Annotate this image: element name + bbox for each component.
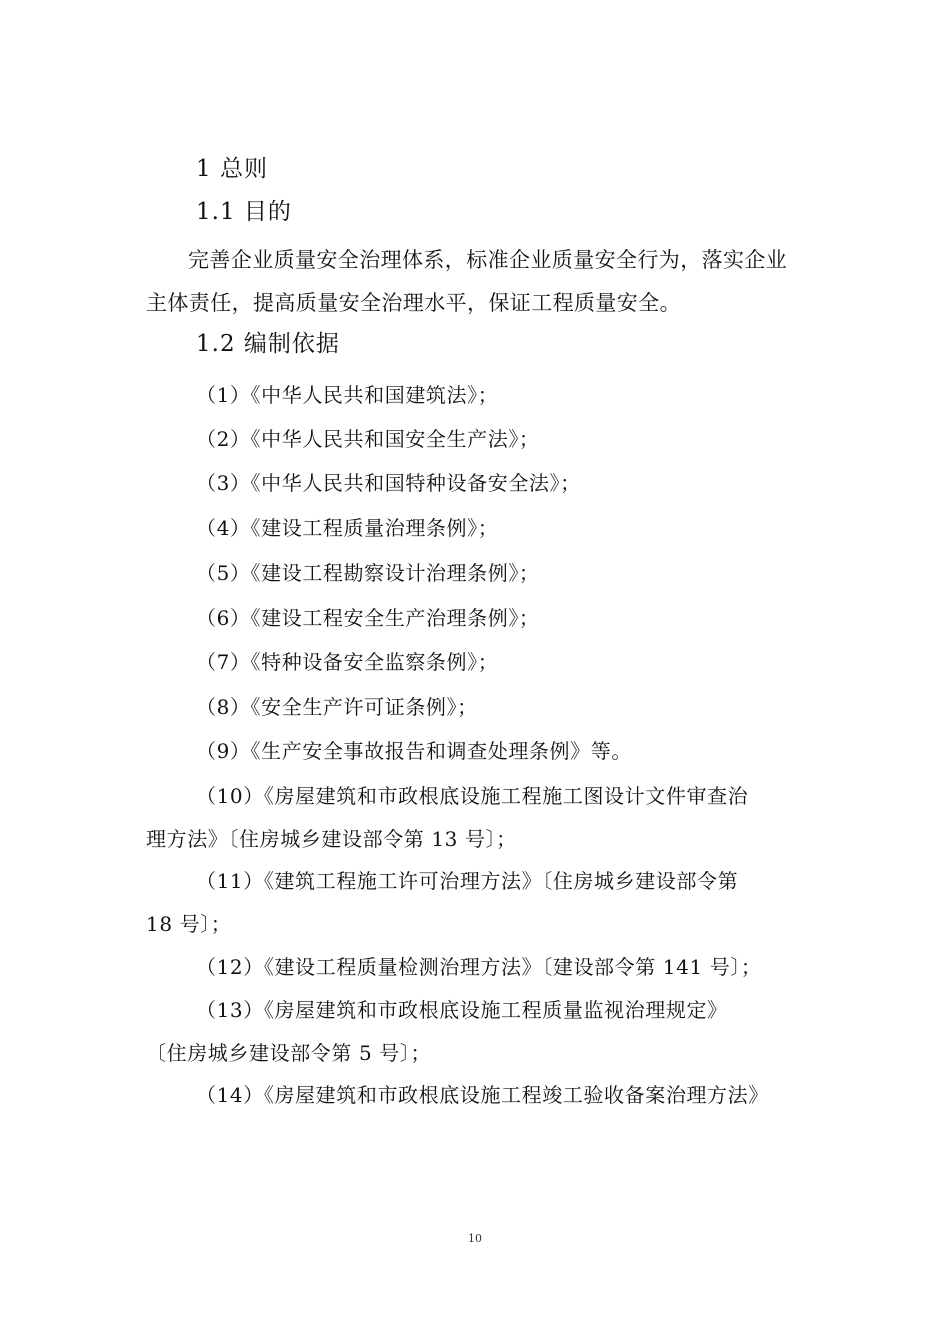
basis-item-3: （3）《中华人民共和国特种设备安全法》；: [196, 471, 581, 495]
basis-item-11-line-1: （11）《建筑工程施工许可治理方法》〔住房城乡建设部令第: [196, 869, 739, 893]
basis-item-4: （4）《建设工程质量治理条例》；: [196, 516, 499, 540]
section-heading-purpose: 1.1 目的: [196, 199, 292, 225]
basis-item-5: （5）《建设工程勘察设计治理条例》；: [196, 561, 540, 585]
basis-item-10-line-2: 理方法》〔住房城乡建设部令第 13 号〕；: [146, 827, 517, 851]
section-heading-basis: 1.2 编制依据: [196, 331, 340, 357]
basis-item-14: （14）《房屋建筑和市政根底设施工程竣工验收备案治理方法》: [196, 1083, 769, 1107]
paragraph-purpose-line-2: 主体责任，提高质量安全治理水平，保证工程质量安全。: [146, 291, 681, 315]
basis-item-2: （2）《中华人民共和国安全生产法》；: [196, 427, 540, 451]
section-heading-general: 1 总则: [196, 156, 268, 182]
basis-item-13-line-2: 〔住房城乡建设部令第 5 号〕；: [146, 1041, 432, 1065]
basis-item-13-line-1: （13）《房屋建筑和市政根底设施工程质量监视治理规定》: [196, 998, 728, 1022]
basis-item-8: （8）《安全生产许可证条例》；: [196, 695, 478, 719]
basis-item-1: （1）《中华人民共和国建筑法》；: [196, 383, 499, 407]
paragraph-purpose-line-1: 完善企业质量安全治理体系，标准企业质量安全行为，落实企业: [188, 248, 788, 272]
basis-item-10-line-1: （10）《房屋建筑和市政根底设施工程施工图设计文件审查治: [196, 784, 749, 808]
basis-item-11-line-2: 18 号〕；: [146, 912, 232, 936]
basis-item-12: （12）《建设工程质量检测治理方法》〔建设部令第 141 号〕；: [196, 955, 762, 979]
basis-item-9: （9）《生产安全事故报告和调查处理条例》等。: [196, 739, 632, 763]
basis-item-7: （7）《特种设备安全监察条例》；: [196, 650, 499, 674]
page-number: 10: [468, 1232, 482, 1245]
basis-item-6: （6）《建设工程安全生产治理条例》；: [196, 606, 540, 630]
